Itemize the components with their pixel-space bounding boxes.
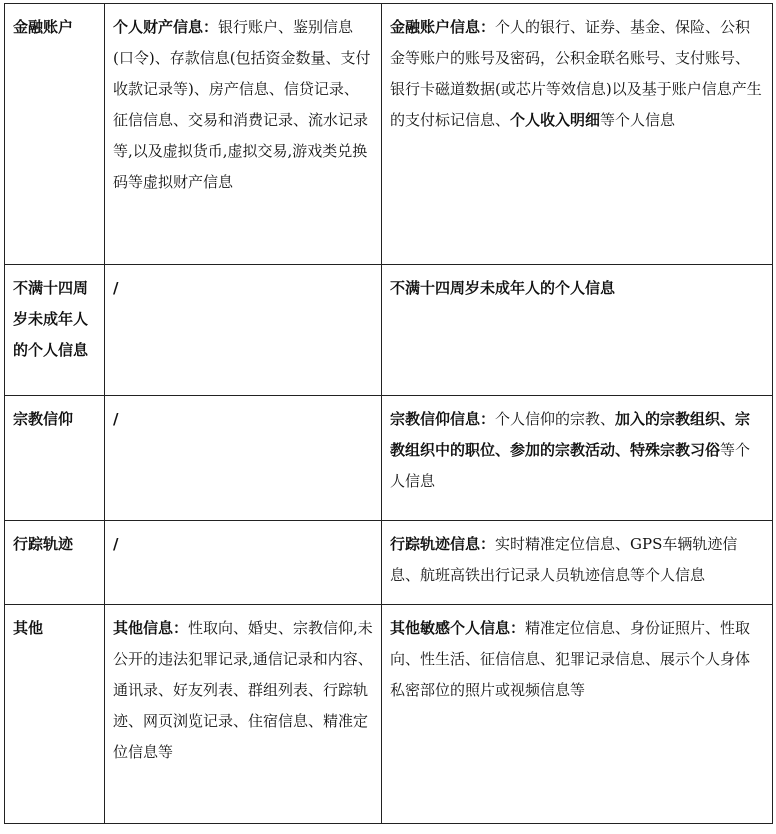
category-cell: 不满十四周岁未成年人的个人信息	[5, 265, 105, 396]
cell-text: 性取向、婚史、宗教信仰,未公开的违法犯罪记录,通信记录和内容、通讯录、好友列表、群组列表、行踪轨迹、网页浏览记录、住宿信息、精准定位信息等	[113, 619, 373, 761]
table-row	[5, 4, 773, 265]
cell-text: 等个人信息	[600, 111, 676, 129]
cell-heading: 个人财产信息：	[113, 18, 219, 36]
empty-cell	[105, 396, 382, 521]
table-row	[5, 605, 773, 824]
financial-account-cell	[382, 4, 773, 265]
cell-text: 实时精准定位信息、GPS车辆轨迹信息、航班高铁出行记录人员轨迹信息等个人信息	[390, 535, 738, 584]
cell-text: 等个人信息	[390, 441, 751, 490]
slash-mark: /	[113, 410, 119, 428]
cell-heading: 行踪轨迹信息：	[390, 535, 496, 553]
category-cell: 行踪轨迹	[5, 521, 105, 605]
cell-text: 精准定位信息、身份证照片、性取向、性生活、征信信息、犯罪记录信息、展示个人身体私密部位的照片或视频信息等	[390, 619, 751, 699]
table-row	[5, 265, 773, 396]
cell-heading: 其他信息：	[113, 619, 189, 637]
slash-mark: /	[113, 535, 119, 553]
cell-heading: 不满十四周岁未成年人的个人信息	[390, 279, 616, 297]
personal-property-cell	[105, 4, 382, 265]
cell-heading: 金融账户信息：	[390, 18, 496, 36]
religion-info-cell	[382, 396, 773, 521]
other-sensitive-info-cell	[382, 605, 773, 824]
cell-heading: 其他敏感个人信息：	[390, 619, 526, 637]
category-cell: 金融账户	[5, 4, 105, 265]
slash-mark: /	[113, 279, 119, 297]
trajectory-info-cell	[382, 521, 773, 605]
cell-heading: 宗教信仰信息：	[390, 410, 496, 428]
empty-cell	[105, 265, 382, 396]
category-cell: 宗教信仰	[5, 396, 105, 521]
cell-bold-text: 加入的宗教组织、宗教组织中的职位、参加的宗教活动、特殊宗教习俗	[390, 410, 751, 459]
cell-text: 个人的银行、证券、基金、保险、公积金等账户的账号及密码，公积金联名账号、支付账号、银行卡磁道数据(或芯片等效信息)以及基于账户信息产生的支付标记信息、	[390, 18, 762, 129]
cell-text: 个人信仰的宗教、	[495, 410, 616, 428]
empty-cell	[105, 521, 382, 605]
table-row	[5, 396, 773, 521]
category-cell: 其他	[5, 605, 105, 824]
minor-info-cell	[382, 265, 773, 396]
cell-text: 银行账户、鉴别信息(口令)、存款信息(包括资金数量、支付收款记录等)、房产信息、信贷记录、征信信息、交易和消费记录、流水记录等,以及虚拟货币,虚拟交易,游戏类兑换码等虚拟财产信息	[113, 18, 371, 191]
sensitive-info-table	[4, 3, 773, 824]
other-info-cell	[105, 605, 382, 824]
table-row	[5, 521, 773, 605]
cell-bold-text: 个人收入明细	[510, 111, 601, 129]
